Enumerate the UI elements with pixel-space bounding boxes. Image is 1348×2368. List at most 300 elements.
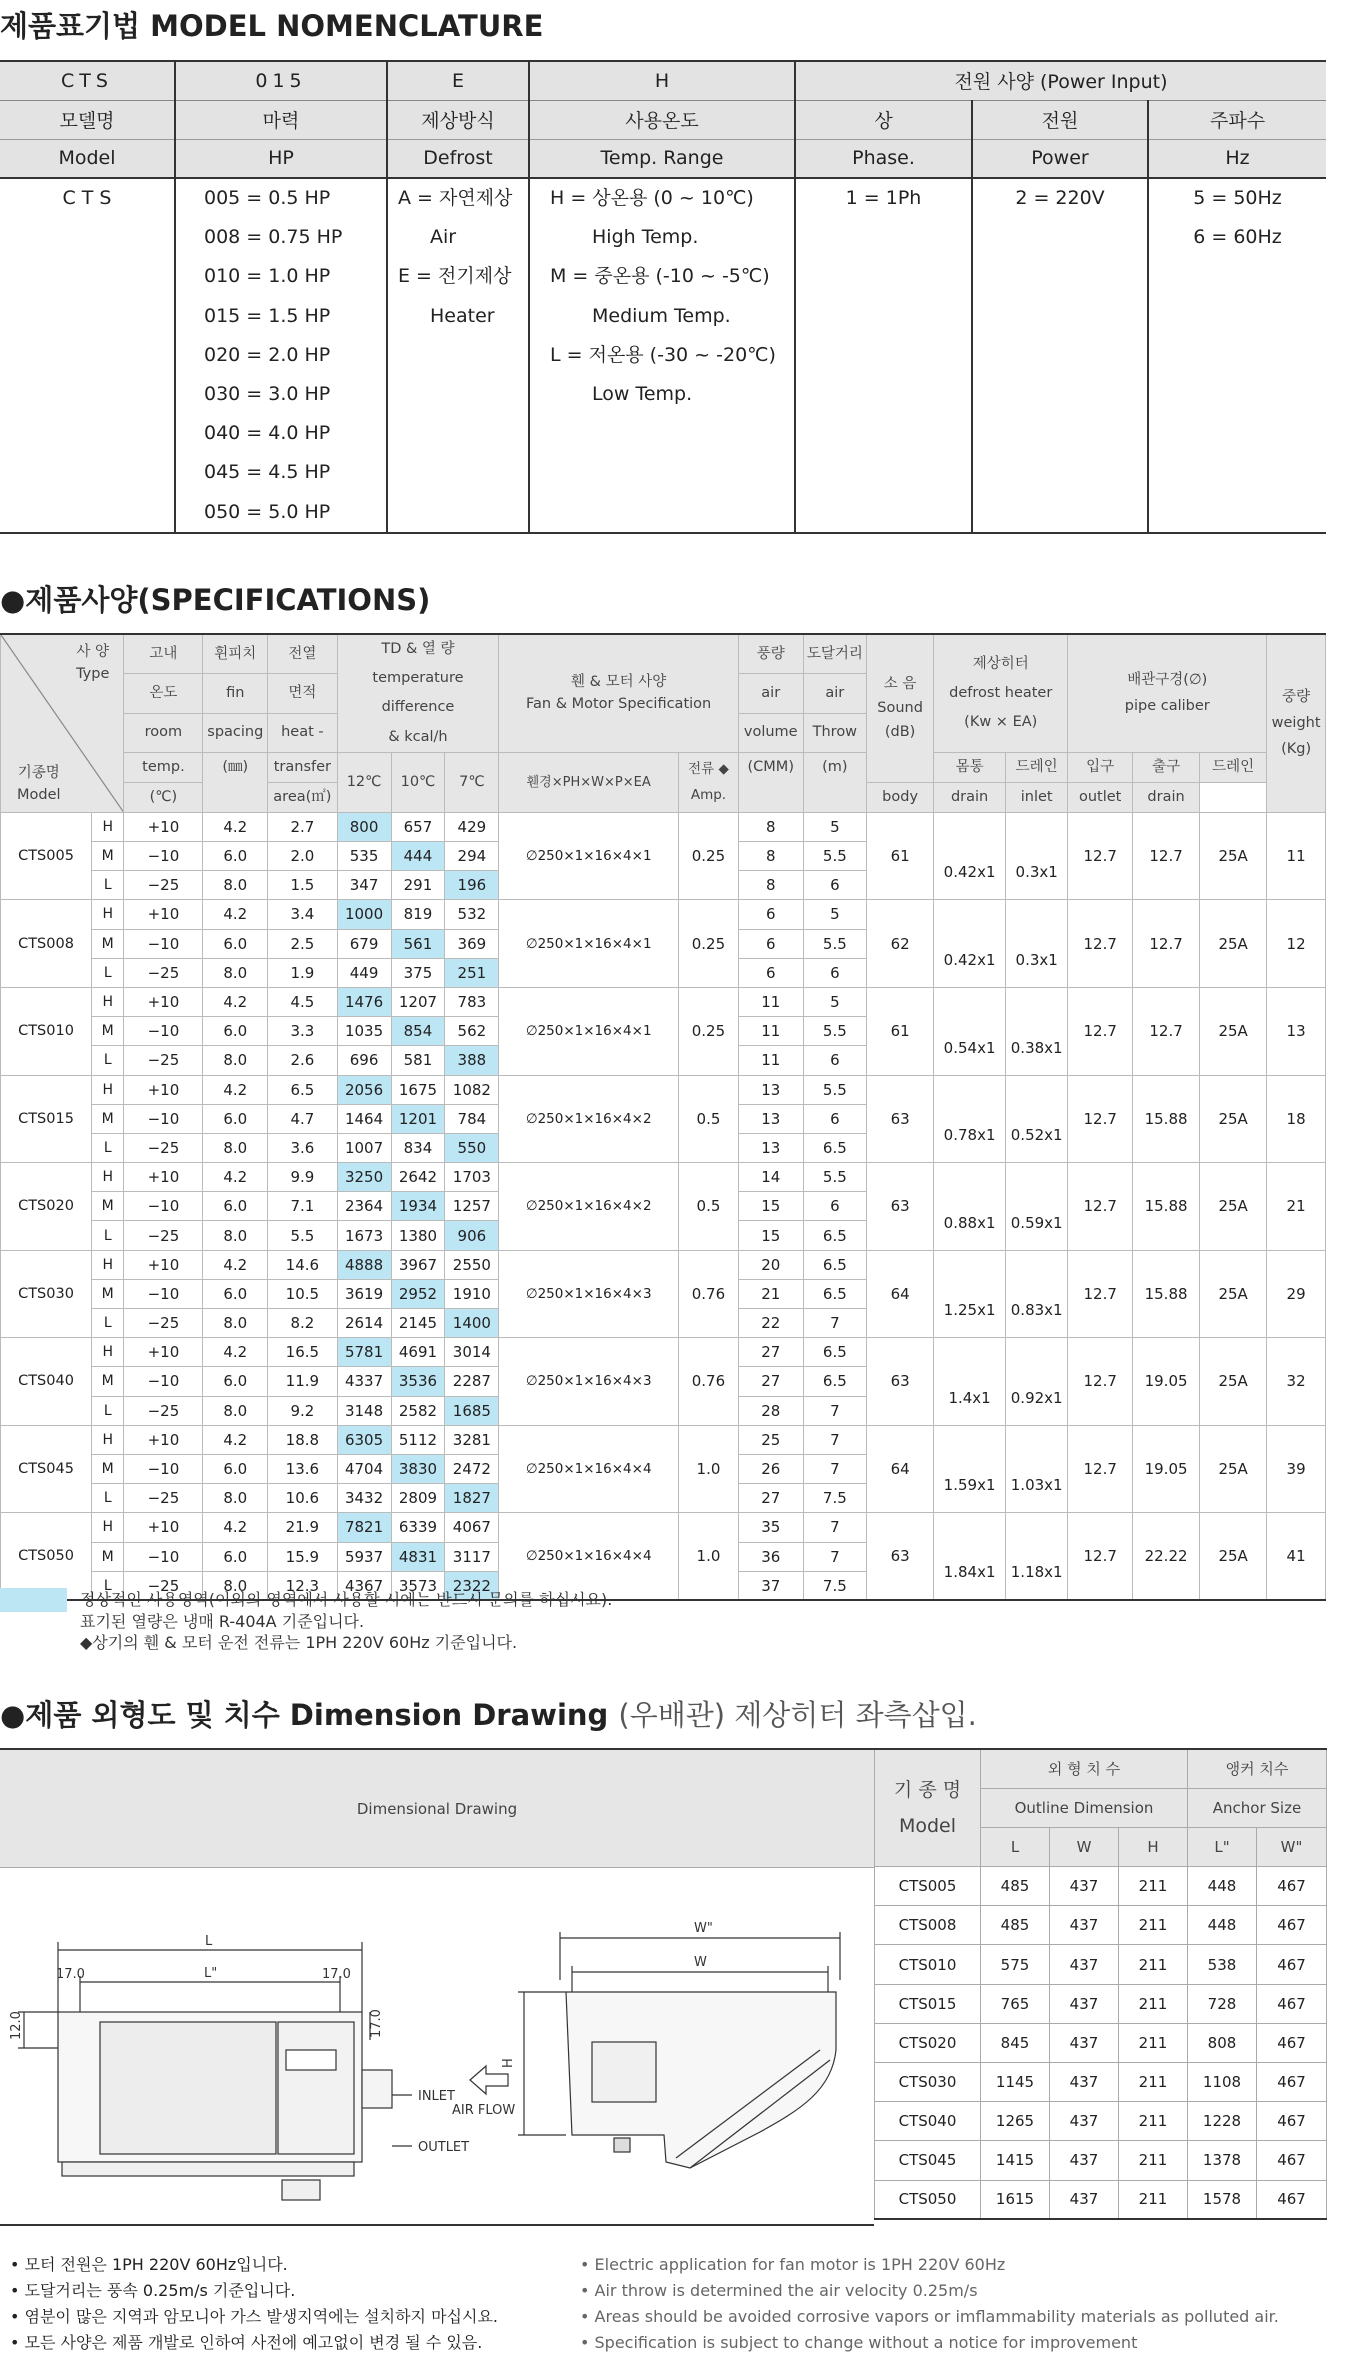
defrost-col-body: body xyxy=(867,782,934,812)
spec-area: 2.6 xyxy=(268,1046,337,1075)
spec-model: CTS050 xyxy=(1,1513,92,1601)
spec-td-10: 2809 xyxy=(391,1484,445,1513)
spec-pipe-inlet: 12.7 xyxy=(1068,1163,1133,1251)
code-model: CTS xyxy=(0,61,175,100)
hp-option: 030 = 3.0 HP xyxy=(204,383,331,406)
spec-td-12: 2056 xyxy=(337,1075,391,1104)
spec-td-7: 2287 xyxy=(445,1367,499,1396)
spec-td-10: 3830 xyxy=(391,1454,445,1483)
spec-fan: ∅250×1×16×4×1 xyxy=(499,987,679,1075)
dim-l2: 448 xyxy=(1188,1906,1257,1945)
nomenclature-body-row xyxy=(0,178,1326,533)
spec-area: 5.5 xyxy=(268,1221,337,1250)
dim-w2: 467 xyxy=(1257,2063,1327,2102)
spec-model: CTS020 xyxy=(1,1163,92,1251)
spec-level: L xyxy=(92,871,124,900)
dim-l: 1145 xyxy=(981,2063,1050,2102)
phase-option: 1 = 1Ph xyxy=(845,187,922,209)
label-right-17: 17.0 xyxy=(322,1967,351,1982)
spec-level: L xyxy=(92,1133,124,1162)
sound-header xyxy=(867,634,934,782)
spec-td-12: 535 xyxy=(337,842,391,871)
spec-level: H xyxy=(92,1163,124,1192)
spec-level: L xyxy=(92,958,124,987)
spec-td-12: 3250 xyxy=(337,1163,391,1192)
dim-col-w: W xyxy=(1050,1827,1119,1866)
air-volume-header: air xyxy=(738,674,803,713)
spec-td-7: 1910 xyxy=(445,1279,499,1308)
header-ko: 제상방식 xyxy=(387,100,529,139)
spec-fin: 8.0 xyxy=(203,871,268,900)
dim-l: 1415 xyxy=(981,2141,1050,2180)
spec-throw: 7 xyxy=(803,1542,866,1571)
hp-option: 015 = 1.5 HP xyxy=(204,304,331,327)
spec-td-10: 3536 xyxy=(391,1367,445,1396)
spec-td-7: 2472 xyxy=(445,1454,499,1483)
spec-td-12: 5781 xyxy=(337,1338,391,1367)
dim-w2: 467 xyxy=(1257,2023,1327,2062)
spec-defrost-body: 1.59x1 xyxy=(934,1425,1006,1513)
spec-pipe-inlet: 12.7 xyxy=(1068,1250,1133,1338)
dim-w: 437 xyxy=(1050,1906,1119,1945)
highlight-legend-swatch xyxy=(0,1588,67,1612)
spec-td-10: 3573 xyxy=(391,1571,445,1600)
amp-header-ko: 전류 ◆ xyxy=(688,761,729,778)
spec-row xyxy=(1,900,1326,929)
spec-td-7: 196 xyxy=(445,871,499,900)
spec-air-volume: 8 xyxy=(738,871,803,900)
dim-w: 437 xyxy=(1050,1867,1119,1906)
spec-room-temp: +10 xyxy=(124,1163,203,1192)
spec-td-10: 2952 xyxy=(391,1279,445,1308)
spec-pipe-outlet: 15.88 xyxy=(1133,1250,1200,1338)
spec-area: 9.2 xyxy=(268,1396,337,1425)
dim-model: CTS010 xyxy=(875,1945,981,1984)
dim-h: 211 xyxy=(1119,2180,1188,2219)
dim-w: 437 xyxy=(1050,2141,1119,2180)
spec-room-temp: −25 xyxy=(124,871,203,900)
spec-td-12: 6305 xyxy=(337,1425,391,1454)
spec-amp: 0.5 xyxy=(679,1075,739,1163)
hz-options xyxy=(1148,178,1326,533)
spec-fin: 6.0 xyxy=(203,1017,268,1046)
spec-td-7: 388 xyxy=(445,1046,499,1075)
spec-defrost-drain: 0.38x1 xyxy=(1006,987,1068,1075)
dim-model: CTS045 xyxy=(875,2141,981,2180)
spec-room-temp: −10 xyxy=(124,1192,203,1221)
label-outlet: OUTLET xyxy=(418,2140,470,2155)
spec-level: M xyxy=(92,1279,124,1308)
spec-fin: 6.0 xyxy=(203,1192,268,1221)
spec-area: 21.9 xyxy=(268,1513,337,1542)
spec-td-10: 819 xyxy=(391,900,445,929)
spec-throw: 6.5 xyxy=(803,1338,866,1367)
spec-td-10: 444 xyxy=(391,842,445,871)
spec-fin: 8.0 xyxy=(203,1571,268,1600)
spec-row xyxy=(1,1338,1326,1367)
spec-air-volume: 25 xyxy=(738,1425,803,1454)
pipe-col-outlet: outlet xyxy=(1068,782,1133,812)
note-line: 정상적인 사용영역(이외의 영역에서 사용할 시에는 반드시 문의를 하십시요). xyxy=(80,1590,613,1609)
spec-pipe-drain: 25A xyxy=(1200,1250,1267,1338)
fin-header: spacing xyxy=(203,713,268,752)
spec-throw: 6.5 xyxy=(803,1367,866,1396)
spec-amp: 0.25 xyxy=(679,812,739,900)
spec-room-temp: +10 xyxy=(124,1513,203,1542)
spec-area: 9.9 xyxy=(268,1163,337,1192)
label-17: 17.0 xyxy=(369,2009,384,2038)
spec-sound: 63 xyxy=(867,1075,934,1163)
label-l2: L" xyxy=(204,1966,218,1981)
dim-l2: 448 xyxy=(1188,1867,1257,1906)
dim-model: CTS008 xyxy=(875,1906,981,1945)
spec-defrost-body: 0.42x1 xyxy=(934,812,1006,900)
spec-fan: ∅250×1×16×4×4 xyxy=(499,1513,679,1601)
spec-td-10: 2145 xyxy=(391,1309,445,1338)
spec-fin: 8.0 xyxy=(203,1396,268,1425)
dimensional-drawing xyxy=(0,1900,874,2210)
spec-room-temp: −25 xyxy=(124,1133,203,1162)
spec-td-10: 1201 xyxy=(391,1104,445,1133)
spec-level: H xyxy=(92,1338,124,1367)
footer-line: • 모터 전원은 1PH 220V 60Hz입니다. xyxy=(10,2255,288,2274)
spec-throw: 5 xyxy=(803,900,866,929)
spec-air-volume: 15 xyxy=(738,1192,803,1221)
spec-sound: 62 xyxy=(867,900,934,988)
defrost-header-en: defrost heater xyxy=(949,684,1053,701)
specification-notes xyxy=(80,1589,612,1654)
dim-l2: 1228 xyxy=(1188,2102,1257,2141)
room-temp-header: 고내 xyxy=(124,634,203,674)
spec-level: H xyxy=(92,812,124,841)
throw-header: 도달거리 xyxy=(803,634,866,674)
spec-area: 2.7 xyxy=(268,812,337,841)
dim-w2: 467 xyxy=(1257,1867,1327,1906)
spec-room-temp: −25 xyxy=(124,1396,203,1425)
spec-area: 11.9 xyxy=(268,1367,337,1396)
spec-weight: 11 xyxy=(1267,812,1326,900)
spec-fin: 4.2 xyxy=(203,987,268,1016)
nomenclature-table xyxy=(0,60,1326,534)
footer-line: • 염분이 많은 지역과 암모니아 가스 발생지역에는 설치하지 마십시요. xyxy=(10,2307,498,2326)
spec-td-12: 347 xyxy=(337,871,391,900)
spec-td-12: 7821 xyxy=(337,1513,391,1542)
weight-header-en: weight xyxy=(1271,715,1321,732)
spec-pipe-inlet: 12.7 xyxy=(1068,1075,1133,1163)
spec-air-volume: 11 xyxy=(738,1046,803,1075)
spec-room-temp: −25 xyxy=(124,1484,203,1513)
spec-pipe-drain: 25A xyxy=(1200,1163,1267,1251)
td-header xyxy=(337,634,499,752)
header-en: Model xyxy=(0,139,175,178)
code-power-input: 전원 사양 (Power Input) xyxy=(795,61,1326,100)
header-en: Hz xyxy=(1148,139,1326,178)
spec-td-10: 2582 xyxy=(391,1396,445,1425)
spec-td-12: 4367 xyxy=(337,1571,391,1600)
spec-fan: ∅250×1×16×4×4 xyxy=(499,1425,679,1513)
spec-td-10: 375 xyxy=(391,958,445,987)
spec-td-12: 3148 xyxy=(337,1396,391,1425)
spec-td-12: 1476 xyxy=(337,987,391,1016)
dim-l: 845 xyxy=(981,2023,1050,2062)
spec-td-10: 581 xyxy=(391,1046,445,1075)
spec-fin: 6.0 xyxy=(203,1542,268,1571)
spec-model: CTS040 xyxy=(1,1338,92,1426)
dim-w2: 467 xyxy=(1257,1906,1327,1945)
dimension-row xyxy=(875,2180,1327,2219)
spec-room-temp: +10 xyxy=(124,812,203,841)
spec-td-7: 3281 xyxy=(445,1425,499,1454)
weight-header-ko: 중량 xyxy=(1282,689,1311,706)
pipe-box xyxy=(362,2070,392,2108)
spec-throw: 5.5 xyxy=(803,1075,866,1104)
spec-fin: 4.2 xyxy=(203,1163,268,1192)
spec-td-10: 4691 xyxy=(391,1338,445,1367)
spec-area: 3.3 xyxy=(268,1017,337,1046)
spec-fin: 6.0 xyxy=(203,1279,268,1308)
spec-row xyxy=(1,1425,1326,1454)
spec-throw: 5 xyxy=(803,812,866,841)
dim-model-header xyxy=(875,1749,981,1867)
spec-weight: 32 xyxy=(1267,1338,1326,1426)
spec-air-volume: 13 xyxy=(738,1133,803,1162)
label-12: 12.0 xyxy=(9,2011,24,2040)
dim-model-header-en: Model xyxy=(898,1815,957,1838)
spec-room-temp: −10 xyxy=(124,929,203,958)
spec-level: M xyxy=(92,1367,124,1396)
spec-pipe-inlet: 12.7 xyxy=(1068,900,1133,988)
spec-air-volume: 6 xyxy=(738,958,803,987)
spec-air-volume: 27 xyxy=(738,1338,803,1367)
spec-fin: 4.2 xyxy=(203,812,268,841)
spec-pipe-drain: 25A xyxy=(1200,1513,1267,1601)
spec-sound: 61 xyxy=(867,987,934,1075)
spec-td-10: 6339 xyxy=(391,1513,445,1542)
spec-throw: 7 xyxy=(803,1396,866,1425)
hp-option: 045 = 4.5 HP xyxy=(204,461,331,484)
spec-air-volume: 8 xyxy=(738,842,803,871)
spec-weight: 39 xyxy=(1267,1425,1326,1513)
dimension-row xyxy=(875,2063,1327,2102)
spec-fin: 4.2 xyxy=(203,1513,268,1542)
spec-td-7: 783 xyxy=(445,987,499,1016)
pipe-col-drain: drain xyxy=(1133,782,1200,812)
hp-options xyxy=(175,178,387,533)
spec-defrost-drain: 0.92x1 xyxy=(1006,1338,1068,1426)
spec-td-10: 1934 xyxy=(391,1192,445,1221)
nomenclature-code-row xyxy=(0,61,1326,100)
spec-amp: 1.0 xyxy=(679,1513,739,1601)
spec-area: 1.9 xyxy=(268,958,337,987)
model-options xyxy=(0,178,175,533)
outline-header-ko: 외 형 치 수 xyxy=(981,1749,1188,1788)
spec-td-7: 1703 xyxy=(445,1163,499,1192)
spec-room-temp: +10 xyxy=(124,1250,203,1279)
spec-throw: 5.5 xyxy=(803,1163,866,1192)
sound-header-unit: (dB) xyxy=(884,724,916,741)
spec-sound: 63 xyxy=(867,1513,934,1601)
spec-td-12: 449 xyxy=(337,958,391,987)
spec-td-7: 2322 xyxy=(445,1571,499,1600)
weight-header xyxy=(1267,634,1326,812)
dim-model: CTS015 xyxy=(875,1984,981,2023)
spec-td-10: 854 xyxy=(391,1017,445,1046)
spec-pipe-outlet: 19.05 xyxy=(1133,1425,1200,1513)
spec-fin: 8.0 xyxy=(203,1133,268,1162)
air-volume-header: volume xyxy=(738,713,803,752)
spec-defrost-body: 1.25x1 xyxy=(934,1250,1006,1338)
spec-pipe-outlet: 12.7 xyxy=(1133,812,1200,900)
footer-line: • Areas should be avoided corrosive vapors or imflammability materials as polluted air. xyxy=(580,2307,1279,2326)
air-volume-header: 풍량 xyxy=(738,634,803,674)
dim-h: 211 xyxy=(1119,1945,1188,1984)
header-ko: 주파수 xyxy=(1148,100,1326,139)
outline-header-en: Outline Dimension xyxy=(981,1788,1188,1827)
defrost-col-drain: drain xyxy=(934,782,1006,812)
spec-air-volume: 11 xyxy=(738,1017,803,1046)
area-header: area(㎡) xyxy=(268,782,337,812)
nomenclature-header-en-row xyxy=(0,139,1326,178)
spec-room-temp: −25 xyxy=(124,1221,203,1250)
spec-td-7: 1257 xyxy=(445,1192,499,1221)
spec-weight: 12 xyxy=(1267,900,1326,988)
spec-area: 8.2 xyxy=(268,1309,337,1338)
spec-fan: ∅250×1×16×4×1 xyxy=(499,900,679,988)
pipe-header xyxy=(1068,634,1267,752)
spec-defrost-body: 1.4x1 xyxy=(934,1338,1006,1426)
spec-level: L xyxy=(92,1396,124,1425)
fin-header: 휜피치 xyxy=(203,634,268,674)
spec-td-7: 429 xyxy=(445,812,499,841)
fin-header: fin xyxy=(203,674,268,713)
spec-defrost-body: 0.78x1 xyxy=(934,1075,1006,1163)
dimension-body xyxy=(875,1867,1327,2220)
spec-sound: 63 xyxy=(867,1338,934,1426)
spec-fin: 6.0 xyxy=(203,929,268,958)
pipe-col-inlet: inlet xyxy=(1006,782,1068,812)
throw-header: air xyxy=(803,674,866,713)
dim-col-l: L xyxy=(981,1827,1050,1866)
room-temp-header: 온도 xyxy=(124,674,203,713)
drain-fitting xyxy=(282,2180,320,2200)
dim-l: 485 xyxy=(981,1906,1050,1945)
nomenclature-title: 제품표기법 MODEL NOMENCLATURE xyxy=(0,9,544,43)
spec-sound: 64 xyxy=(867,1250,934,1338)
spec-td-10: 1207 xyxy=(391,987,445,1016)
dimension-row xyxy=(875,2141,1327,2180)
spec-area: 1.5 xyxy=(268,871,337,900)
defrost-header-unit: (Kw × EA) xyxy=(964,714,1038,730)
spec-fin: 8.0 xyxy=(203,1046,268,1075)
footer-line: • Electric application for fan motor is 1PH 220V 60Hz xyxy=(580,2255,1006,2274)
spec-air-volume: 26 xyxy=(738,1454,803,1483)
power-options xyxy=(972,178,1148,533)
spec-defrost-drain: 0.3x1 xyxy=(1006,900,1068,988)
hp-option: 050 = 5.0 HP xyxy=(204,500,331,523)
specifications-title: ●제품사양(SPECIFICATIONS) xyxy=(0,583,431,617)
pipe-header-en: pipe caliber xyxy=(1124,698,1210,715)
spec-td-10: 2642 xyxy=(391,1163,445,1192)
spec-td-7: 4067 xyxy=(445,1513,499,1542)
spec-level: L xyxy=(92,1046,124,1075)
spec-td-7: 1082 xyxy=(445,1075,499,1104)
header-en: Defrost xyxy=(387,139,529,178)
spec-fan: ∅250×1×16×4×3 xyxy=(499,1338,679,1426)
dim-l: 1265 xyxy=(981,2102,1050,2141)
spec-amp: 0.25 xyxy=(679,900,739,988)
amp-header xyxy=(679,752,739,812)
spec-sound: 64 xyxy=(867,1425,934,1513)
spec-throw: 6 xyxy=(803,1104,866,1133)
spec-room-temp: +10 xyxy=(124,1425,203,1454)
label-h: H xyxy=(501,2058,516,2068)
spec-weight: 21 xyxy=(1267,1163,1326,1251)
spec-area: 7.1 xyxy=(268,1192,337,1221)
label-air-flow: AIR FLOW xyxy=(452,2103,516,2118)
dim-w2: 467 xyxy=(1257,2180,1327,2219)
spec-amp: 0.76 xyxy=(679,1338,739,1426)
spec-fin: 6.0 xyxy=(203,842,268,871)
spec-area: 4.5 xyxy=(268,987,337,1016)
dimension-row xyxy=(875,1906,1327,1945)
spec-throw: 6.5 xyxy=(803,1221,866,1250)
model-label-en: Model xyxy=(17,786,61,803)
td-header-ko: TD & 열 량 xyxy=(381,641,455,657)
drawing-header: Dimensional Drawing xyxy=(0,1750,874,1868)
room-temp-header: temp. xyxy=(124,752,203,782)
dim-col-w2: W" xyxy=(1257,1827,1327,1866)
td-col-12: 12℃ xyxy=(337,752,391,812)
footer-notes-en xyxy=(580,2252,1279,2356)
spec-throw: 6.5 xyxy=(803,1279,866,1308)
spec-air-volume: 21 xyxy=(738,1279,803,1308)
spec-td-7: 251 xyxy=(445,958,499,987)
spec-pipe-drain: 25A xyxy=(1200,987,1267,1075)
dimension-title xyxy=(0,1693,977,1734)
dim-model: CTS040 xyxy=(875,2102,981,2141)
label-inlet: INLET xyxy=(418,2089,455,2104)
spec-fin: 8.0 xyxy=(203,1309,268,1338)
spec-room-temp: −25 xyxy=(124,1046,203,1075)
dimension-table xyxy=(874,1748,1327,2220)
air-flow-arrow-icon xyxy=(470,2066,508,2094)
note-line: 표기된 열량은 냉매 R-404A 기준입니다. xyxy=(80,1611,365,1631)
dim-l2: 1578 xyxy=(1188,2180,1257,2219)
spec-air-volume: 37 xyxy=(738,1571,803,1600)
defrost-option: Air xyxy=(430,226,457,249)
spec-room-temp: −25 xyxy=(124,1309,203,1338)
spec-area: 3.6 xyxy=(268,1133,337,1162)
spec-td-7: 1685 xyxy=(445,1396,499,1425)
dim-w2: 467 xyxy=(1257,2141,1327,2180)
spec-td-10: 657 xyxy=(391,812,445,841)
spec-pipe-drain: 25A xyxy=(1200,1075,1267,1163)
spec-td-10: 291 xyxy=(391,871,445,900)
spec-area: 2.0 xyxy=(268,842,337,871)
header-ko: 상 xyxy=(795,100,972,139)
spec-throw: 6 xyxy=(803,958,866,987)
temp-option: Medium Temp. xyxy=(592,304,731,327)
dimension-row xyxy=(875,1945,1327,1984)
model-label-ko: 기종명 xyxy=(17,764,60,781)
td-header-en: temperature difference xyxy=(372,670,464,716)
spec-fin: 8.0 xyxy=(203,1221,268,1250)
spec-area: 15.9 xyxy=(268,1542,337,1571)
hp-option: 008 = 0.75 HP xyxy=(204,226,343,249)
hz-option: 5 = 50Hz xyxy=(1193,187,1282,209)
coil-fins xyxy=(100,2022,276,2154)
spec-fin: 6.0 xyxy=(203,1104,268,1133)
